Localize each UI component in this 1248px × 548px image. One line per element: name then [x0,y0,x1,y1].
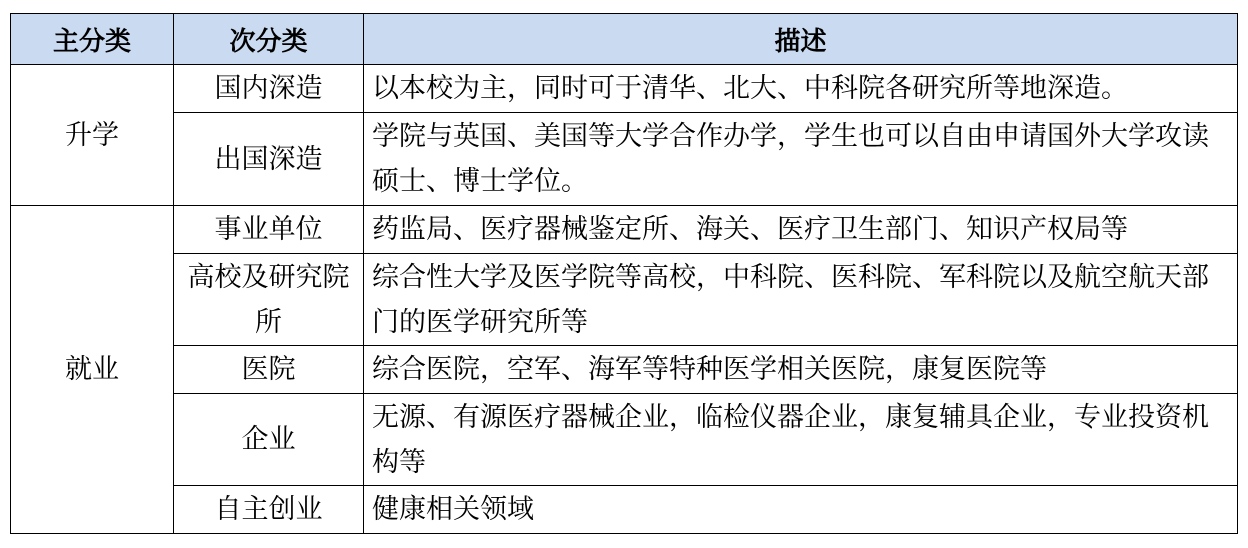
description-cell: 无源、有源医疗器械企业，临检仪器企业，康复辅具企业，专业投资机构等 [364,394,1238,486]
table-row [11,113,1238,206]
sub-category-cell: 事业单位 [174,206,364,254]
table-row [11,394,1238,486]
sub-category-cell: 出国深造 [174,113,364,206]
description-cell: 药监局、医疗器械鉴定所、海关、医疗卫生部门、知识产权局等 [364,206,1238,254]
header-sub-category: 次分类 [174,14,364,65]
main-category-study: 升学 [11,65,174,206]
header-row [11,14,1238,65]
header-description: 描述 [364,14,1238,65]
description-cell: 学院与英国、美国等大学合作办学，学生也可以自由申请国外大学攻读硕士、博士学位。 [364,113,1238,206]
description-cell: 以本校为主，同时可于清华、北大、中科院各研究所等地深造。 [364,65,1238,113]
table-row [11,65,1238,113]
career-table [10,13,1238,534]
table-row [11,346,1238,394]
description-cell: 健康相关领域 [364,486,1238,534]
description-cell: 综合性大学及医学院等高校，中科院、医科院、军科院以及航空航天部门的医学研究所等 [364,254,1238,346]
sub-category-cell: 自主创业 [174,486,364,534]
description-cell: 综合医院，空军、海军等特种医学相关医院，康复医院等 [364,346,1238,394]
sub-category-cell: 高校及研究院所 [174,254,364,346]
sub-category-cell: 企业 [174,394,364,486]
table-row [11,254,1238,346]
header-main-category: 主分类 [11,14,174,65]
sub-category-cell: 医院 [174,346,364,394]
table-row [11,486,1238,534]
sub-category-cell: 国内深造 [174,65,364,113]
main-category-employment: 就业 [11,206,174,534]
table-row [11,206,1238,254]
